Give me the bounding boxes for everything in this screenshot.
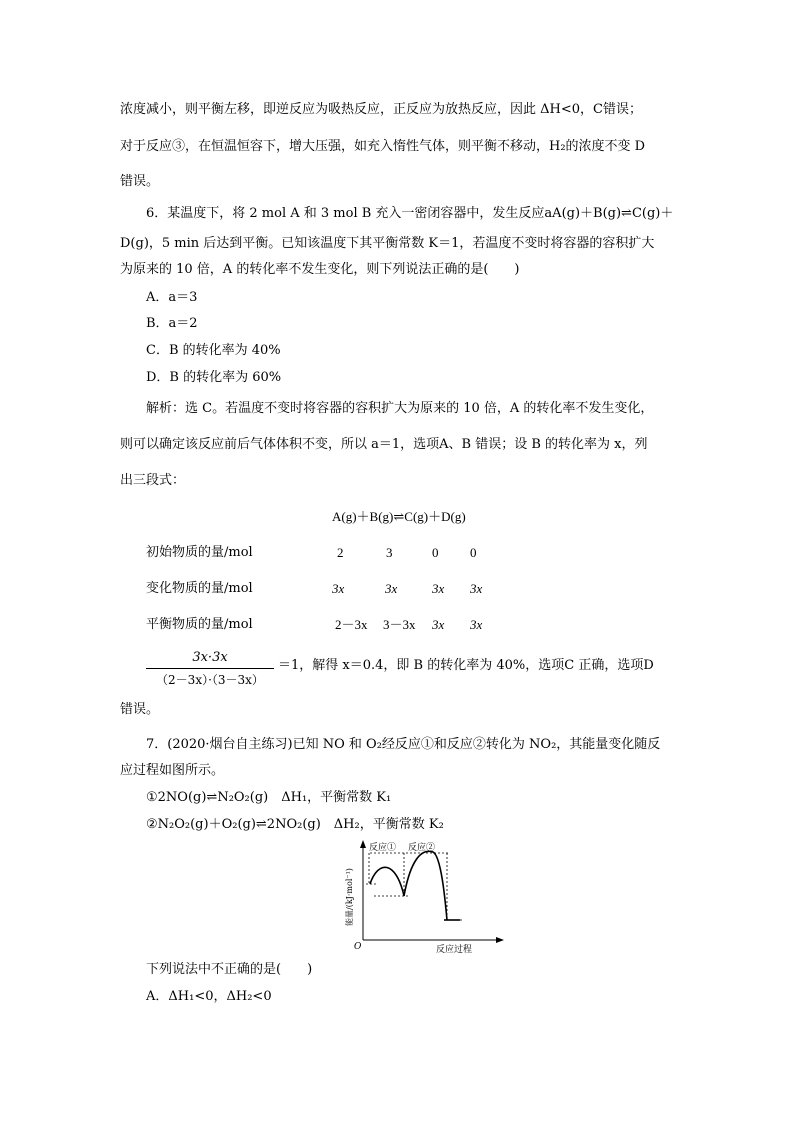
three-stage-equation: A(g)＋B(g)⇌C(g)＋D(g) [332, 509, 466, 524]
q6-stem-line2: D(g)，5 min 后达到平衡。已知该温度下其平衡常数 K＝1，若温度不变时将容器的容积扩大 [120, 236, 655, 251]
table-cell: 2 [337, 545, 344, 560]
table-cell: 3x [470, 617, 483, 632]
table-cell: 3x [385, 581, 398, 596]
x-axis-arrow [496, 937, 504, 943]
q7-stem-line2: 应过程如图所示。 [120, 763, 225, 778]
table-cell: 2－3x [335, 617, 368, 632]
q6-result-line: ＝1，解得 x＝0.4，即 B 的转化率为 40%，选项C 正确，选项D [278, 658, 654, 673]
table-cell: 3 [386, 545, 393, 560]
paragraph-line: 错误。 [120, 174, 160, 189]
y-axis-arrow [360, 840, 366, 848]
energy-curve [370, 851, 447, 920]
energy-diagram [338, 838, 508, 956]
q6-stem-line3: 为原来的 10 倍，A 的转化率不发生变化，则下列说法正确的是( ) [120, 262, 520, 277]
conversion-fraction [146, 650, 274, 690]
label-reaction-2: 反应② [408, 843, 436, 853]
table-cell: 0 [432, 545, 439, 560]
q6-analysis-line3: 出三段式： [120, 473, 186, 488]
q7-reaction-1: ①2NO(g)⇌N₂O₂(g) ΔH₁，平衡常数 K₁ [146, 790, 392, 805]
q6-analysis-line2: 则可以确定该反应前后气体体积不变，所以 a＝1，选项A、B 错误；设 B 的转化率为 x，列 [120, 437, 648, 452]
table-cell: 0 [470, 545, 477, 560]
q7-reaction-2: ②N₂O₂(g)＋O₂(g)⇌2NO₂(g) ΔH₂，平衡常数 K₂ [146, 817, 444, 832]
label-reaction-1: 反应① [369, 843, 397, 853]
paragraph-line: 浓度减小，则平衡左移，即逆反应为吸热反应，正反应为放热反应，因此 ΔH<0，C错误； [120, 102, 642, 117]
origin-label: O [354, 942, 362, 952]
q6-option-d: D．B 的转化率为 60% [146, 370, 282, 385]
q7-question: 下列说法中不正确的是( ) [146, 962, 313, 977]
q7-stem-line1: 7．(2020·烟台自主练习)已知 NO 和 O₂经反应①和反应②转化为 NO₂，其能量变化随反 [146, 737, 661, 752]
q6-result-line2: 错误。 [120, 702, 160, 717]
table-cell: 3－3x [383, 617, 416, 632]
table-cell: 3x [432, 617, 445, 632]
q6-option-b: B．a＝2 [146, 316, 198, 331]
q6-analysis-line1: 解析：选 C。若温度不变时将容器的容积扩大为原来的 10 倍，A 的转化率不发生变化， [146, 401, 654, 416]
q6-option-a: A．a＝3 [146, 290, 198, 305]
fraction-bar [146, 668, 274, 669]
table-row-label: 变化物质的量/mol [146, 581, 253, 596]
q6-stem-line1: 6．某温度下，将 2 mol A 和 3 mol B 充入一密闭容器中，发生反应aA(g)＋B(g)⇌C(g)＋ [146, 206, 674, 221]
paragraph-line: 对于反应③，在恒温恒容下，增大压强，如充入惰性气体，则平衡不移动，H₂的浓度不变 D [120, 139, 646, 154]
q7-option-a: A．ΔH₁<0，ΔH₂<0 [146, 989, 272, 1004]
fraction-denominator: （2－3x）·（3－3x） [156, 673, 264, 687]
y-axis-label: 能量/(kJ·mol⁻¹) [345, 868, 354, 926]
table-cell: 3x [332, 581, 345, 596]
table-row-label: 平衡物质的量/mol [146, 617, 253, 632]
table-cell: 3x [432, 581, 445, 596]
table-cell: 3x [470, 581, 483, 596]
table-row-label: 初始物质的量/mol [146, 545, 253, 560]
q6-option-c: C．B 的转化率为 40% [146, 343, 281, 358]
fraction-numerator: 3x·3x [192, 650, 228, 665]
x-axis-label: 反应过程 [436, 945, 473, 955]
